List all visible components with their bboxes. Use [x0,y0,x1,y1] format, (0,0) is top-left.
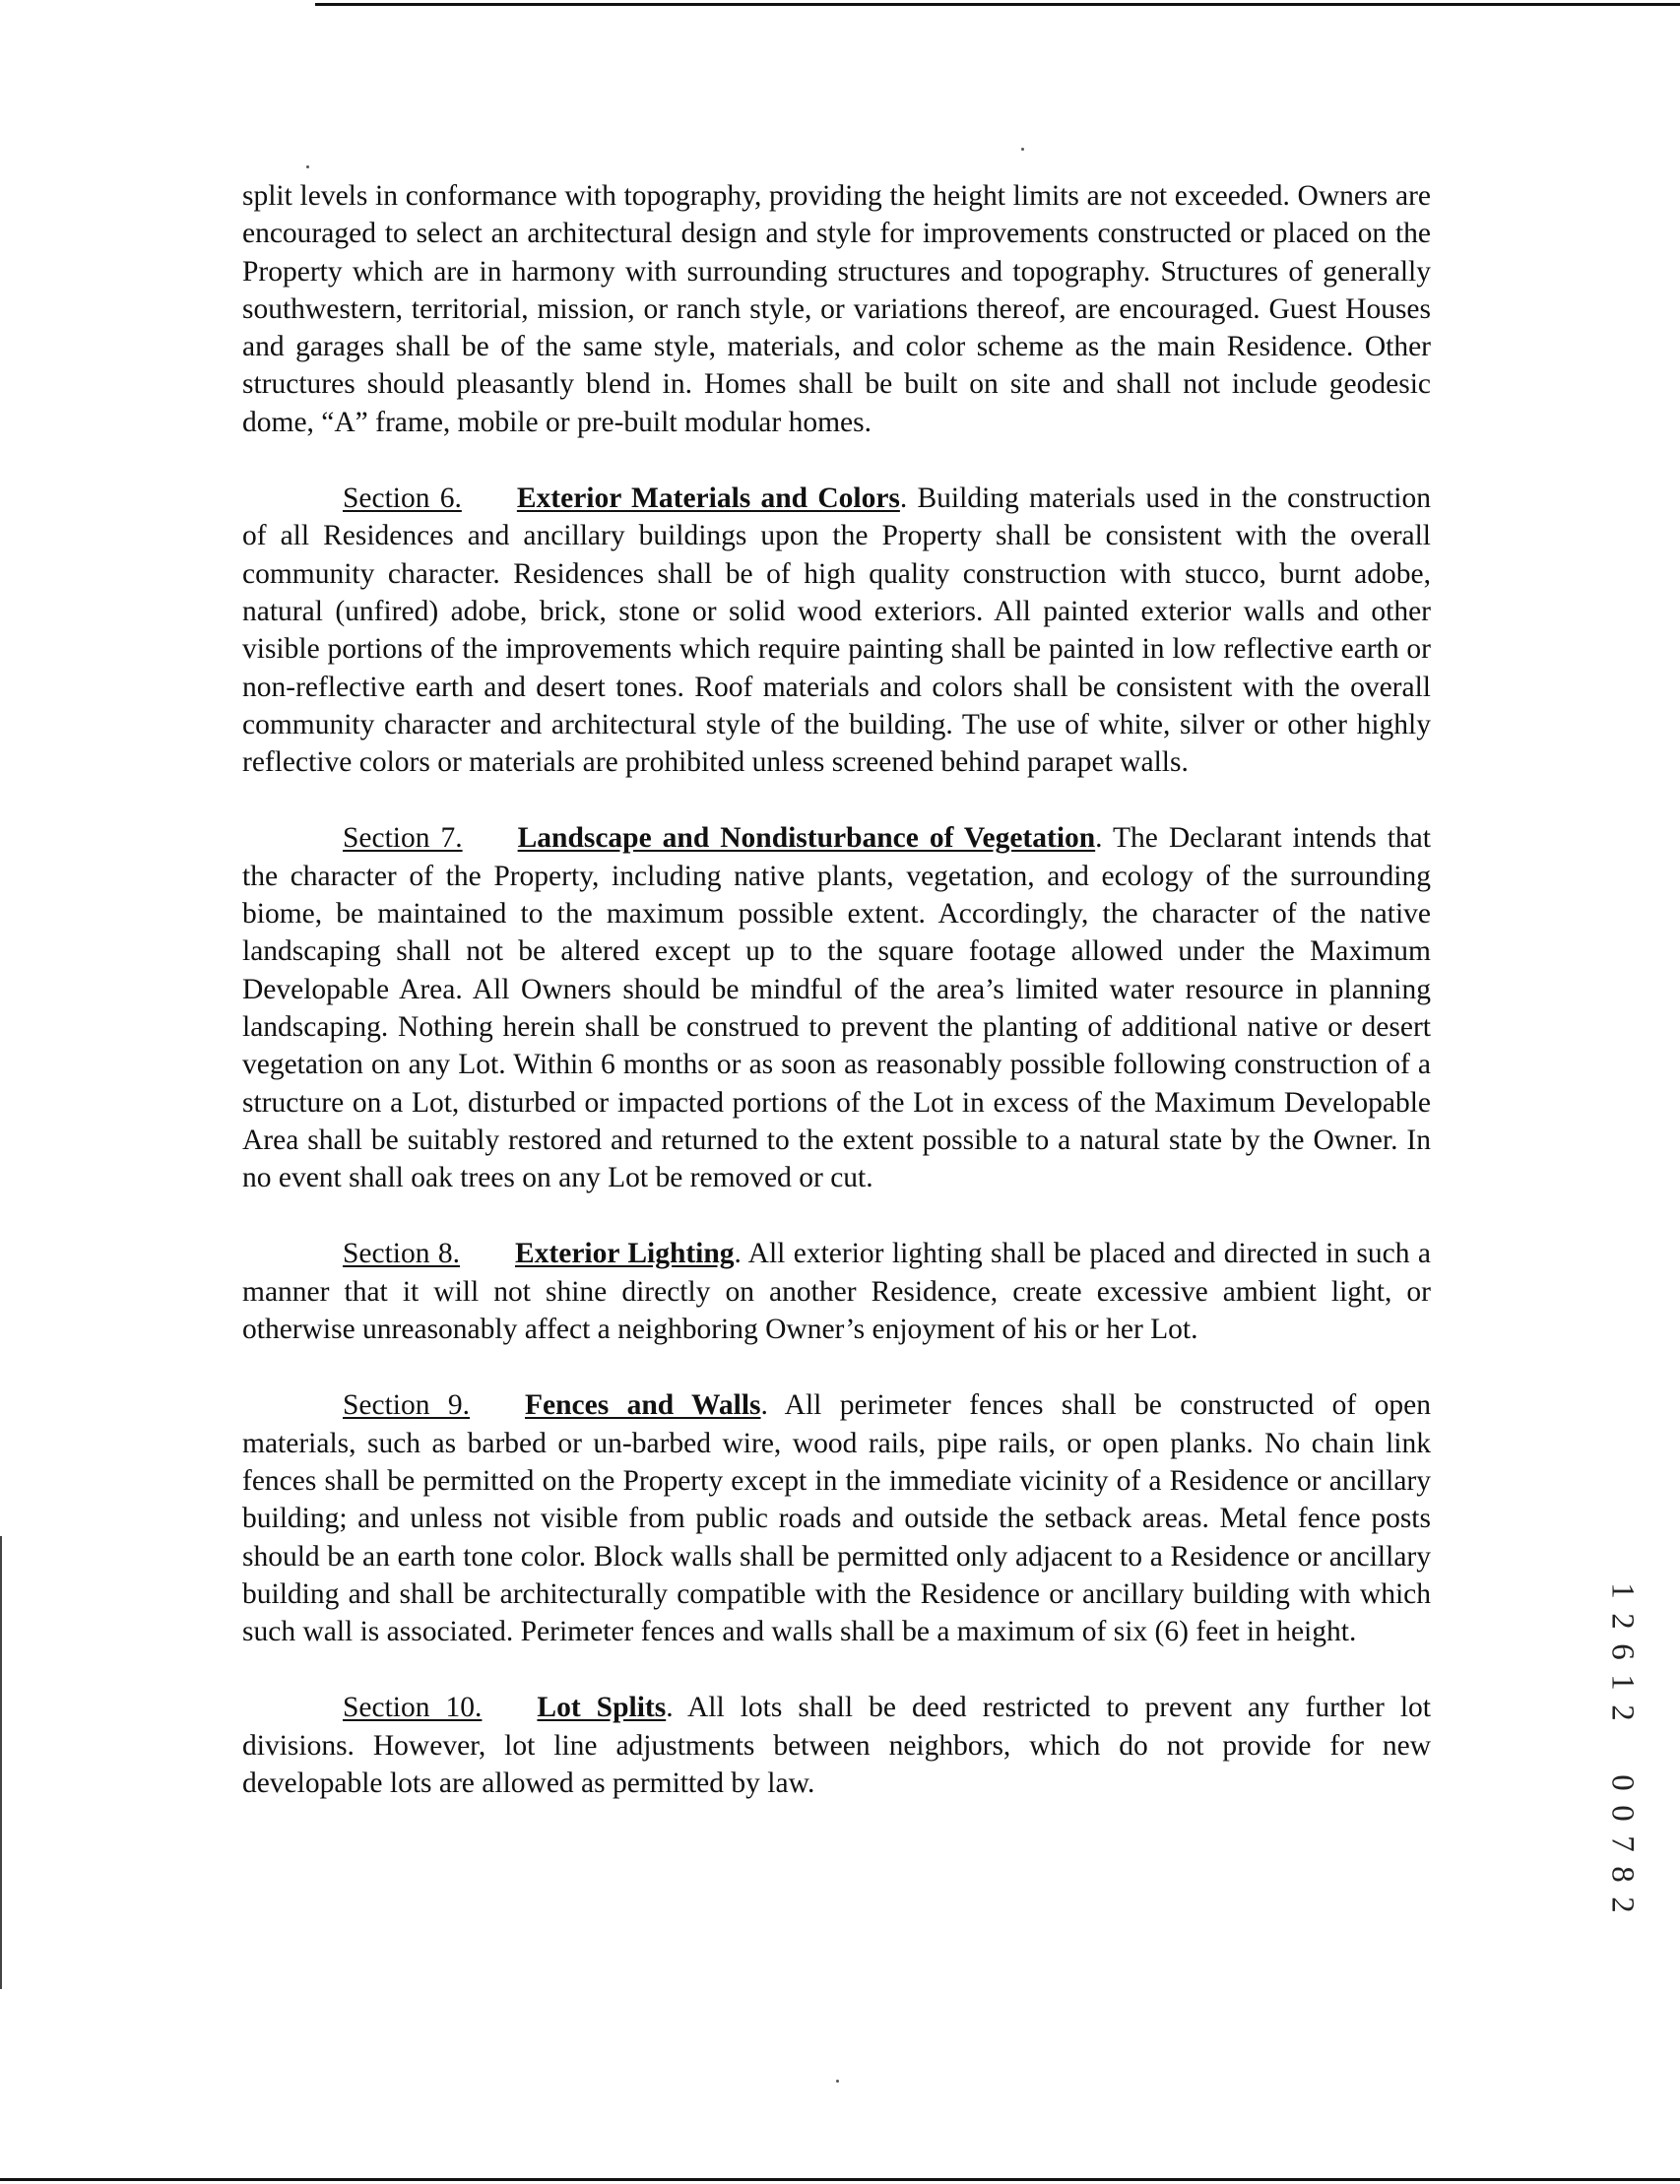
section-10-label: Section 10. [343,1692,483,1724]
stamp-digit: 1 [1604,1674,1641,1691]
stamp-digit: 0 [1604,1805,1641,1822]
section-6-label: Section 6. [343,482,462,515]
scan-edge-line [0,1536,2,1989]
section-6-paragraph [242,480,1431,781]
section-10-title: Lot Splits [537,1692,667,1724]
stamp-digit: 0 [1604,1774,1641,1791]
stamp-digit: 1 [1604,1582,1641,1599]
section-8-label: Section 8. [343,1238,460,1270]
section-10-paragraph [242,1689,1431,1802]
section-9-body: . All perimeter fences shall be constructed of open materials, such as barbed or un-barbed wire, wood rails, pipe rails, or open planks. No chain link fences shall be permitted on the Property except in the immediate vicinity of a Residence or ancillary building; and unless not visible from public roads and outside the setback areas. Metal fence posts should be an earth tone color. Block walls shall be permitted only adjacent to a Residence or ancillary building and shall be architecturally compatible with the Residence or ancillary building with which such wall is associated. Perimeter fences and walls shall be a maximum of six (6) feet in height. [242,1389,1431,1648]
bottom-border-line [0,2178,1680,2181]
scan-speck [1021,148,1024,151]
recording-stamp [1603,1575,1643,1920]
section-6-title: Exterior Materials and Colors [516,482,900,515]
scan-speck [306,165,309,168]
section-8-body: . All exterior lighting shall be placed and directed in such a manner that it will not shine directly on another Residence, create excessive ambient light, or otherwise unreasonably affect a neighboring Owner’s enjoyment of his or her Lot. [242,1238,1431,1346]
section-7-body: . The Declarant intends that the character of the Property, including native plants, vegetation, and ecology of the surrounding biome, be maintained to the maximum possible extent. Accordingly, the character of the native landscaping shall not be altered except up to the square footage allowed under the Maximum Developable Area. All Owners should be mindful of the area’s limited water resource in planning landscaping. Nothing herein shall be construed to prevent the planting of additional native or desert vegetation on any Lot. Within 6 months or as soon as reasonably possible following construction of a structure on a Lot, disturbed or impacted portions of the Lot in excess of the Maximum Developable Area shall be suitably restored and returned to the extent possible to a natural state by the Owner. In no event shall oak trees on any Lot be removed or cut. [242,822,1431,1194]
stamp-page-digits [1603,1767,1643,1920]
stamp-digit: 6 [1604,1643,1641,1660]
section-6-body: . Building materials used in the construction of all Residences and ancillary buildings upon the Property shall be consistent with the overall community character. Residences shall be of high quality construction with stucco, burnt adobe, natural (unfired) adobe, brick, stone or solid wood exteriors. All painted exterior walls and other visible portions of the improvements which require painting shall be painted in low reflective earth or non-reflective earth and desert tones. Roof materials and colors shall be consistent with the overall community character and architectural style of the building. The use of white, silver or other highly reflective colors or materials are prohibited unless screened behind parapet walls. [242,482,1431,779]
stamp-digit: 8 [1604,1866,1641,1883]
scan-speck [836,2080,839,2083]
stamp-digit: 2 [1604,1704,1641,1721]
stamp-digit: 7 [1604,1835,1641,1852]
section-8-title: Exterior Lighting [515,1238,735,1270]
section-7-title: Landscape and Nondisturbance of Vegetation [517,822,1096,855]
stamp-digit: 2 [1604,1896,1641,1913]
stamp-digit: 2 [1604,1613,1641,1630]
stamp-book-digits [1603,1575,1643,1728]
document-body [242,177,1431,1840]
section-9-label: Section 9. [343,1389,471,1422]
intro-paragraph: split levels in conformance with topography, providing the height limits are not exceeded. Owners are encouraged to select an architectural design and style for improvements constructed or placed on the Property which are in harmony with surrounding structures and topography. Structures of generally southwestern, territorial, mission, or ranch style, or variations thereof, are encouraged. Guest Houses and garages shall be of the same style, materials, and color scheme as the main Residence. Other structures should pleasantly blend in. Homes shall be built on site and shall not include geodesic dome, “A” frame, mobile or pre-built modular homes. [242,180,1431,438]
section-10-body: . All lots shall be deed restricted to prevent any further lot divisions. However, lot line adjustments between neighbors, which do not provide for new developable lots are allowed as permitted by law. [242,1692,1431,1799]
section-9-paragraph [242,1386,1431,1650]
section-9-title: Fences and Walls [525,1389,761,1422]
section-7-label: Section 7. [343,822,463,855]
section-7-paragraph [242,819,1431,1196]
section-8-paragraph [242,1235,1431,1348]
stamp-gap [1603,1728,1643,1767]
top-border-line [315,3,1680,6]
